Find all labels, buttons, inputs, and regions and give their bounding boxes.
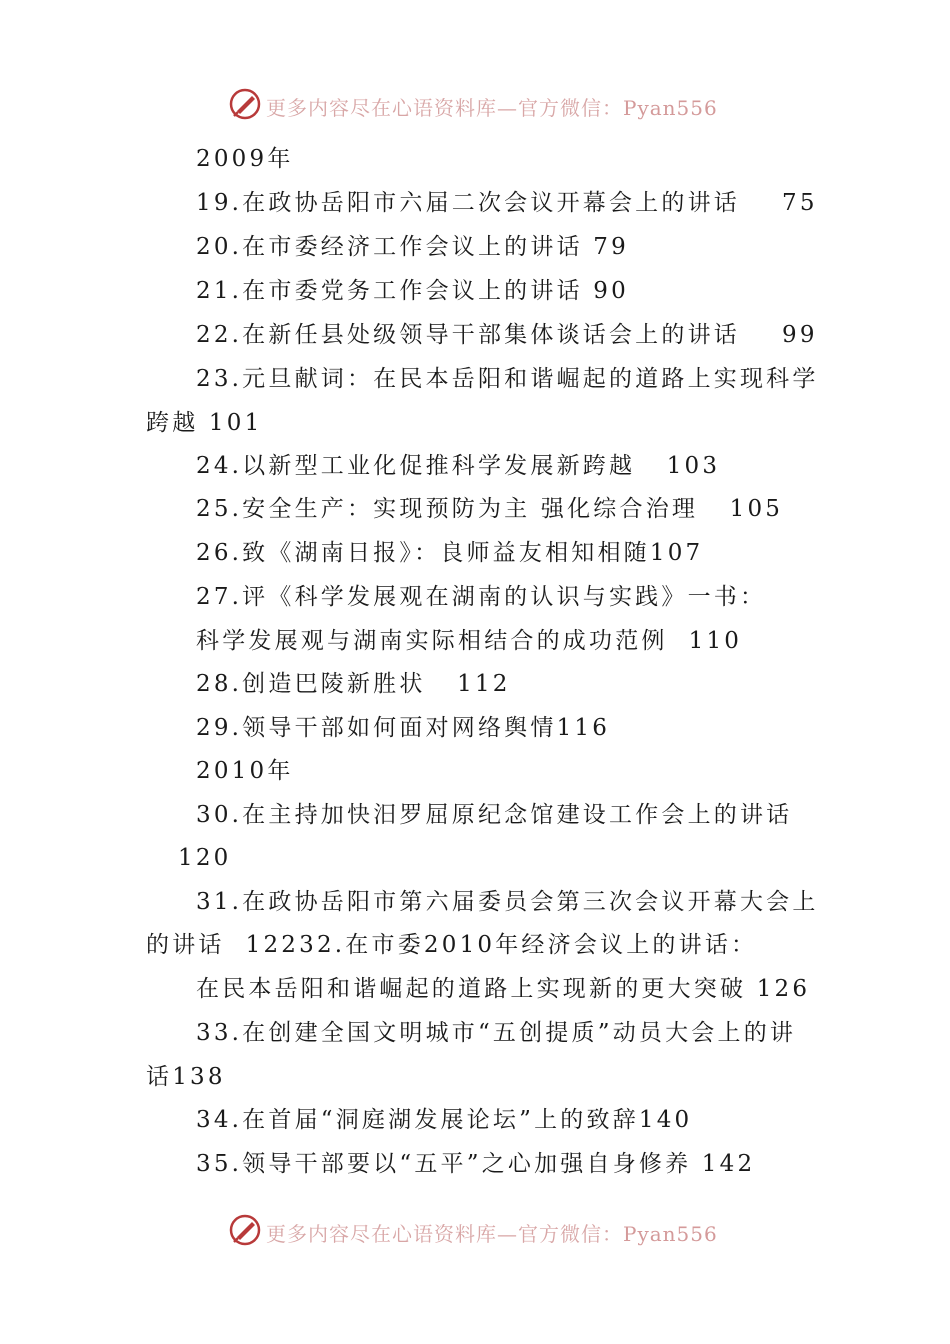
toc-line: 2009年 [196,146,294,172]
toc-line: 31.在政协岳阳市第六届委员会第三次会议开幕大会上 [196,889,819,915]
toc-line: 29.领导干部如何面对网络舆情116 [196,715,611,741]
toc-line: 33.在创建全国文明城市“五创提质”动员大会上的讲 [196,1020,797,1046]
watermark-text [266,92,718,121]
toc-line: 科学发展观与湖南实际相结合的成功范例 110 [196,628,743,654]
pen-logo-icon [228,87,262,121]
toc-line: 的讲话 12232.在市委2010年经济会议上的讲话： [146,932,758,958]
toc-line: 24.以新型工业化促推科学发展新跨越 103 [196,453,721,479]
toc-line: 19.在政协岳阳市六届二次会议开幕会上的讲话 75 [196,190,818,216]
toc-line: 28.创造巴陵新胜状 112 [196,671,511,697]
toc-line: 27.评《科学发展观在湖南的认识与实践》一书： [196,584,767,610]
toc-line: 22.在新任县处级领导干部集体谈话会上的讲话 99 [196,322,818,348]
watermark-text [266,1218,718,1247]
toc-line: 35.领导干部要以“五平”之心加强自身修养 142 [196,1151,756,1177]
toc-line: 34.在首届“洞庭湖发展论坛”上的致辞140 [196,1107,693,1133]
header-watermark [0,84,950,124]
watermark-label: 更多内容尽在心语资料库—官方微信： [266,1222,623,1246]
toc-line: 在民本岳阳和谐崛起的道路上实现新的更大突破 126 [196,976,811,1002]
toc-line: 25.安全生产：实现预防为主 强化综合治理 105 [196,496,784,522]
toc-line: 30.在主持加快汨罗屈原纪念馆建设工作会上的讲话 [196,802,793,828]
watermark-label: 更多内容尽在心语资料库—官方微信： [266,96,623,120]
toc-line: 120 [178,845,232,871]
toc-line: 23.元旦献词：在民本岳阳和谐崛起的道路上实现科学 [196,366,819,392]
wechat-id: Pyan556 [623,96,718,120]
pen-logo-icon [228,1213,262,1247]
wechat-id: Pyan556 [623,1222,718,1246]
footer-watermark [0,1210,950,1250]
toc-line: 20.在市委经济工作会议上的讲话 79 [196,234,629,260]
toc-line: 21.在市委党务工作会议上的讲话 90 [196,278,629,304]
toc-line: 跨越 101 [146,410,263,436]
toc-line: 话138 [146,1064,226,1090]
toc-line: 2010年 [196,758,294,784]
toc-line: 26.致《湖南日报》：良师益友相知相随107 [196,540,704,566]
